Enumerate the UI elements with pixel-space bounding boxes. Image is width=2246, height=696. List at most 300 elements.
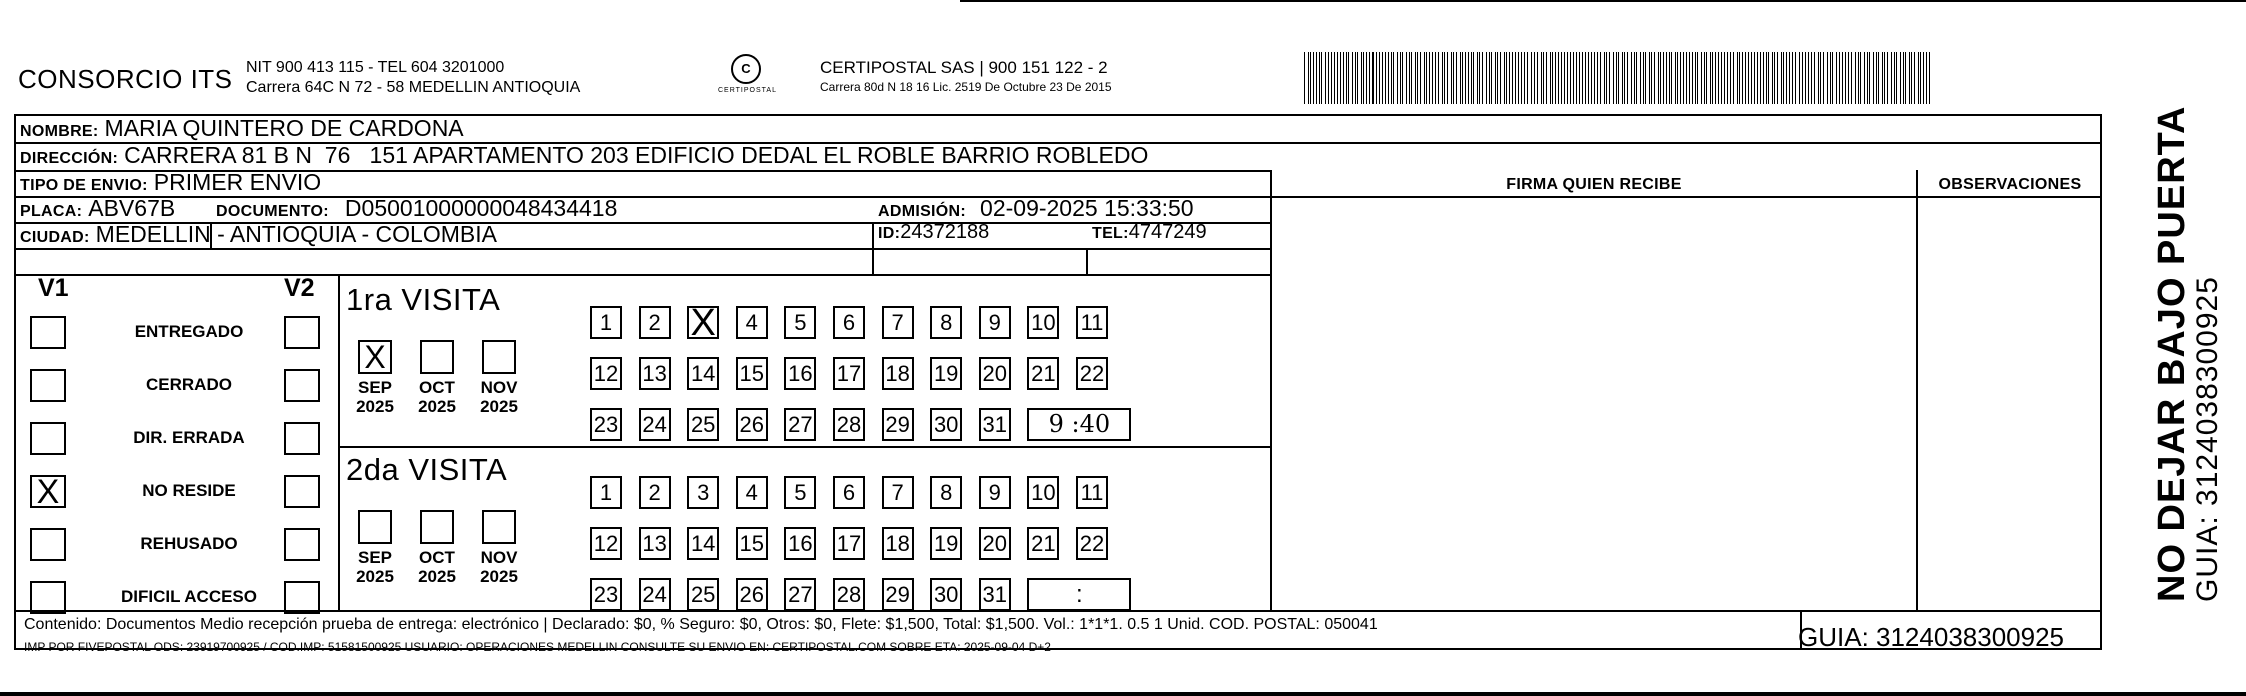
footer-guia: GUIA: 3124038300925 [1798,622,2064,652]
barcode-bar [1355,52,1356,104]
month-name: OCT [419,548,455,567]
visit2-title: 2da VISITA [346,452,508,487]
ciudad-row [20,221,497,248]
barcode-bar [1894,52,1895,104]
company-info [246,58,580,98]
visit1-month-checkbox[interactable] [420,340,454,374]
barcode-bar [1411,52,1412,104]
visit2-month-label [347,548,403,586]
barcode-bar [1832,52,1833,104]
barcode-bar [1649,52,1650,104]
barcode-bar [1811,52,1812,104]
barcode-bar [1645,52,1646,104]
visit1-day-3[interactable] [687,302,719,344]
visit1-day-13[interactable]: 13 [639,357,671,390]
ciudad-label: CIUDAD: [20,229,90,246]
barcode-bar [1442,52,1443,104]
barcode-bar [1742,52,1743,104]
barcode-bar [1402,52,1403,104]
barcode-bar [1482,52,1483,104]
visit1-day-16[interactable]: 16 [784,357,816,390]
visit2-day-21[interactable]: 21 [1027,527,1059,560]
admision-value: 02-09-2025 15:33:50 [980,195,1194,221]
barcode-bar [1504,52,1505,104]
visit2-month-label [409,548,465,586]
barcode-bar [1363,52,1364,104]
visit2-day-11[interactable]: 11 [1076,476,1108,509]
barcode-bar [1781,52,1782,104]
barcode-bar [1636,52,1637,104]
barcode-bar [1515,52,1516,104]
barcode-bar [1855,52,1856,104]
barcode-bar [1792,52,1793,104]
barcode-bar [1751,52,1752,104]
barcode-bar [1527,52,1528,104]
status-label: DIR. ERRADA [133,428,245,447]
barcode-bar [1453,52,1454,104]
visit2-day-15[interactable]: 15 [736,527,768,560]
visit1-day-14[interactable]: 14 [687,357,719,390]
barcode-bar [1802,52,1803,104]
visit1-day-28[interactable]: 28 [833,408,865,441]
visit1-day-1[interactable]: 1 [590,306,622,339]
barcode-bar [1820,52,1821,104]
barcode-bar [1882,52,1883,104]
visit1-month-label [347,378,403,416]
barcode-bar [1432,52,1433,104]
barcode-bar [1600,52,1601,104]
visit1-day-26[interactable]: 26 [736,408,768,441]
barcode-bar [1357,52,1358,104]
side-guia: GUIA: 3124038300925 [2191,276,2224,602]
firma-header: FIRMA QUIEN RECIBE [1506,176,1682,193]
barcode-bar [1509,52,1510,104]
status-v1-checkbox[interactable] [30,528,66,561]
barcode-bar [1534,52,1535,104]
barcode-bar [1795,52,1796,104]
visit2-day-3[interactable]: 3 [687,476,719,509]
barcode-bar [1564,52,1565,104]
tel-row [1092,221,1207,244]
visit2-day-4[interactable]: 4 [736,476,768,509]
barcode-bar [1869,52,1870,104]
barcode-bar [1671,52,1672,104]
visit1-day-2[interactable]: 2 [639,306,671,339]
status-v1-checkbox[interactable] [30,581,66,614]
barcode-bar [1369,52,1370,104]
placa-label: PLACA: [20,203,83,220]
visit1-day-9[interactable]: 9 [979,306,1011,339]
barcode-bar [1409,52,1410,104]
barcode-bar [1451,52,1452,104]
barcode-bar [1524,52,1525,104]
barcode-bar [1627,52,1628,104]
barcode-bar [1763,52,1764,104]
visit2-day-27[interactable]: 27 [784,578,816,611]
barcode-bar [1677,52,1678,104]
visit2-day-24[interactable]: 24 [639,578,671,611]
visit1-time-field[interactable]: 9 :40 [1027,408,1131,441]
month-year: 2025 [418,567,456,586]
barcode-bar [1669,52,1670,104]
barcode-bar [1555,52,1556,104]
visit1-day-5[interactable]: 5 [784,306,816,339]
visit1-day-27[interactable]: 27 [784,408,816,441]
status-v2-checkbox[interactable] [284,528,320,561]
rule [338,274,340,610]
visit2-day-2[interactable]: 2 [639,476,671,509]
barcode-bar [1316,52,1317,104]
barcode-bar [1651,52,1652,104]
barcode-bar [1873,52,1874,104]
visit1-day-31[interactable]: 31 [979,408,1011,441]
barcode-bar [1858,52,1859,104]
visit1-day-10[interactable]: 10 [1027,306,1059,339]
visit1-day-29[interactable]: 29 [882,408,914,441]
visit1-month-label [471,378,527,416]
barcode-bar [1658,52,1659,104]
visit2-day-10[interactable]: 10 [1027,476,1059,509]
company-address: Carrera 64C N 72 - 58 MEDELLIN ANTIOQUIA [246,79,581,96]
visit1-month-checkbox[interactable]: X [358,340,392,374]
barcode-bar [1851,52,1852,104]
barcode-bar [1391,52,1392,104]
barcode-bar [1438,52,1439,104]
barcode-bar [1325,52,1326,104]
no-dejar-bajo-puerta: NO DEJAR BAJO PUERTA [2151,105,2193,602]
barcode-bar [1887,52,1888,104]
barcode-bar [1591,52,1592,104]
barcode-bar [1473,52,1474,104]
status-v2-checkbox[interactable] [284,369,320,402]
barcode-bar [1550,52,1551,104]
barcode-bar [1310,52,1311,104]
barcode-bar [1878,52,1879,104]
barcode-bar [1701,52,1702,104]
barcode-bar [1730,52,1731,104]
barcode-bar [1900,52,1901,104]
barcode-bar [1552,52,1553,104]
barcode-bar [1429,52,1430,104]
barcode-bar [1622,52,1623,104]
barcode-bar [1799,52,1800,104]
barcode-bar [1606,52,1607,104]
month-year: 2025 [418,397,456,416]
barcode-bar [1706,52,1707,104]
nombre-row [20,115,464,142]
barcode-bar [1465,52,1466,104]
documento-row [216,195,617,222]
barcode [1304,52,1932,104]
barcode-bar [1343,52,1344,104]
barcode-bar [1352,52,1353,104]
status-v2-checkbox[interactable] [284,475,320,508]
barcode-bar [1546,52,1547,104]
visit2-day-26[interactable]: 26 [736,578,768,611]
status-v1-checkbox[interactable] [30,422,66,455]
barcode-bar [1594,52,1595,104]
barcode-bar [1760,52,1761,104]
barcode-bar [1500,52,1501,104]
tipo-row [20,169,321,196]
barcode-bar [1558,52,1559,104]
barcode-bar [1704,52,1705,104]
visit1-day-15[interactable]: 15 [736,357,768,390]
barcode-bar [1660,52,1661,104]
visit2-day-17[interactable]: 17 [833,527,865,560]
barcode-bar [1460,52,1461,104]
visit1-day-23[interactable]: 23 [590,408,622,441]
barcode-bar [1666,52,1667,104]
month-year: 2025 [356,397,394,416]
barcode-bar [1911,52,1912,104]
visit2-day-29[interactable]: 29 [882,578,914,611]
barcode-bar [1789,52,1790,104]
footer-imp: IMP POR FIVEPOSTAL ODS: 23919700925 / COD.IMP: 51581500925 USUARIO: OPERACIONES MEDELLIN CONSULTE SU ENVIO EN: CERTIPOSTAL.COM SOBRE ETA: 2025-09-04 D+2 [24,640,1051,654]
rule [1270,170,1272,610]
barcode-bar [1745,52,1746,104]
barcode-bar [1385,52,1386,104]
visit2-day-28[interactable]: 28 [833,578,865,611]
barcode-bar [1814,52,1815,104]
visit2-day-31[interactable]: 31 [979,578,1011,611]
barcode-bar [1827,52,1828,104]
status-v1-checkbox[interactable] [30,369,66,402]
admision-label: ADMISIÓN: [878,203,967,220]
barcode-bar [1512,52,1513,104]
tipo-value: PRIMER ENVIO [153,169,322,195]
visit2-month-checkbox[interactable] [482,510,516,544]
delivery-form [14,114,2102,650]
status-v1-checkbox[interactable]: X [30,475,66,508]
top-rule [960,0,2246,2]
visit2-day-12[interactable]: 12 [590,527,622,560]
visit2-day-7[interactable]: 7 [882,476,914,509]
barcode-bar [1518,52,1519,104]
id-row [878,221,989,244]
barcode-bar [1382,52,1383,104]
visit1-day-8[interactable]: 8 [930,306,962,339]
visit2-day-30[interactable]: 30 [930,578,962,611]
barcode-bar [1346,52,1347,104]
visit2-day-20[interactable]: 20 [979,527,1011,560]
barcode-bar [1909,52,1910,104]
month-name: SEP [357,378,393,397]
visit1-day-4[interactable]: 4 [736,306,768,339]
barcode-bar [1695,52,1696,104]
rule [16,274,1270,276]
barcode-bar [1415,52,1416,104]
nombre-value: MARIA QUINTERO DE CARDONA [104,115,464,141]
certipostal-name: CERTIPOSTAL SAS | 900 151 122 - 2 [820,58,1108,77]
barcode-bar [1573,52,1574,104]
footer-contenido: Contenido: Documentos Medio recepción prueba de entrega: electrónico | Declarado: $0, % Seguro: $0, Otros: $0, Flete: $1,500, Total: $1,500. Vol.: 1*1*1. 0.5 1 Unid. COD. POSTAL: 050041 [24,616,1378,633]
barcode-bar [1447,52,1448,104]
barcode-bar [1585,52,1586,104]
barcode-bar [1521,52,1522,104]
barcode-bar [1489,52,1490,104]
barcode-bar [1715,52,1716,104]
visit2-month-checkbox[interactable] [420,510,454,544]
visit2-day-5[interactable]: 5 [784,476,816,509]
status-label: DIFICIL ACCESO [120,587,257,606]
barcode-bar [1388,52,1389,104]
barcode-bar [1884,52,1885,104]
barcode-bar [1823,52,1824,104]
rule [338,446,1270,448]
barcode-bar [1497,52,1498,104]
barcode-bar [1786,52,1787,104]
tel-value: 4747249 [1128,221,1207,243]
rule [1086,248,1088,274]
id-label: ID: [878,225,901,242]
visit1-month-checkbox[interactable] [482,340,516,374]
direccion-value: CARRERA 81 B N 76 151 APARTAMENTO 203 EDIFICIO DEDAL EL ROBLE BARRIO ROBLEDO [124,142,1149,168]
barcode-bar [1918,52,1919,104]
visit1-month-label [409,378,465,416]
certipostal-info [820,58,1112,96]
tel-label: TEL: [1092,225,1129,242]
barcode-bar [1308,52,1309,104]
barcode-bar [1757,52,1758,104]
barcode-bar [1697,52,1698,104]
barcode-bar [1348,52,1349,104]
barcode-bar [1468,52,1469,104]
visit2-day-19[interactable]: 19 [930,527,962,560]
barcode-bar [1372,52,1373,104]
visit1-day-25[interactable]: 25 [687,408,719,441]
barcode-bar [1836,52,1837,104]
rule [872,222,874,274]
visit1-day-24[interactable]: 24 [639,408,671,441]
visit2-day-6[interactable]: 6 [833,476,865,509]
barcode-bar [1903,52,1904,104]
visit1-day-6[interactable]: 6 [833,306,865,339]
placa-value: ABV67B [88,195,176,221]
status-v2-checkbox[interactable] [284,316,320,349]
status-v1-checkbox[interactable] [30,316,66,349]
barcode-bar [1718,52,1719,104]
barcode-bar [1304,52,1305,104]
barcode-bar [1426,52,1427,104]
visit2-day-25[interactable]: 25 [687,578,719,611]
barcode-bar [1313,52,1314,104]
status-v2-checkbox[interactable] [284,422,320,455]
barcode-bar [1891,52,1892,104]
barcode-bar [1479,52,1480,104]
v1-header: V1 [38,274,69,302]
documento-label: DOCUMENTO: [216,203,329,220]
barcode-bar [1634,52,1635,104]
visit2-day-14[interactable]: 14 [687,527,719,560]
visit1-day-21[interactable]: 21 [1027,357,1059,390]
barcode-bar [1613,52,1614,104]
visit1-day-30[interactable]: 30 [930,408,962,441]
documento-value: D05001000000048434418 [344,195,618,221]
barcode-bar [1420,52,1421,104]
barcode-bar [1830,52,1831,104]
visit1-title: 1ra VISITA [346,282,501,317]
bottom-rule [0,692,2246,696]
certipostal-address: Carrera 80d N 18 16 Lic. 2519 De Octubre 23 De 2015 [820,80,1112,94]
barcode-bar [1444,52,1445,104]
visit2-month-checkbox[interactable] [358,510,392,544]
barcode-bar [1724,52,1725,104]
visit2-time-field[interactable]: : [1027,578,1131,611]
visit1-day-22[interactable]: 22 [1076,357,1108,390]
visit1-day-19[interactable]: 19 [930,357,962,390]
visit1-day-11[interactable]: 11 [1076,306,1108,339]
barcode-bar [1631,52,1632,104]
barcode-bar [1491,52,1492,104]
barcode-bar [1471,52,1472,104]
barcode-bar [1842,52,1843,104]
barcode-bar [1663,52,1664,104]
barcode-bar [1541,52,1542,104]
barcode-bar [1848,52,1849,104]
barcode-bar [1604,52,1605,104]
barcode-bar [1477,52,1478,104]
month-name: NOV [480,378,518,397]
visit2-day-9[interactable]: 9 [979,476,1011,509]
direccion-label: DIRECCIÓN: [20,150,119,167]
barcode-bar [1456,52,1457,104]
barcode-bar [1710,52,1711,104]
status-label: REHUSADO [140,534,238,553]
rule [16,248,1270,250]
visit2-day-16[interactable]: 16 [784,527,816,560]
barcode-bar [1406,52,1407,104]
month-name: OCT [419,378,455,397]
visit1-day-12[interactable]: 12 [590,357,622,390]
company-name: CONSORCIO ITS [18,64,233,94]
visit2-day-8[interactable]: 8 [930,476,962,509]
visit1-day-7[interactable]: 7 [882,306,914,339]
visit2-day-22[interactable]: 22 [1076,527,1108,560]
month-name: NOV [480,548,518,567]
month-name: SEP [357,548,393,567]
v2-header: V2 [284,274,315,302]
status-v2-checkbox[interactable] [284,581,320,614]
barcode-bar [1905,52,1906,104]
barcode-bar [1772,52,1773,104]
barcode-bar [1576,52,1577,104]
visit2-day-1[interactable]: 1 [590,476,622,509]
barcode-bar [1783,52,1784,104]
visit2-day-23[interactable]: 23 [590,578,622,611]
barcode-bar [1920,52,1921,104]
barcode-bar [1537,52,1538,104]
barcode-bar [1331,52,1332,104]
barcode-bar [1543,52,1544,104]
barcode-bar [1774,52,1775,104]
admision-row [878,195,1194,222]
visit1-day-20[interactable]: 20 [979,357,1011,390]
barcode-bar [1864,52,1865,104]
visit2-day-13[interactable]: 13 [639,527,671,560]
visit1-day-17[interactable]: 17 [833,357,865,390]
barcode-bar [1692,52,1693,104]
visit1-day-18[interactable]: 18 [882,357,914,390]
barcode-bar [1805,52,1806,104]
visit2-day-18[interactable]: 18 [882,527,914,560]
barcode-bar [1337,52,1338,104]
barcode-bar [1686,52,1687,104]
barcode-bar [1896,52,1897,104]
month-year: 2025 [480,567,518,586]
barcode-bar [1366,52,1367,104]
barcode-bar [1609,52,1610,104]
